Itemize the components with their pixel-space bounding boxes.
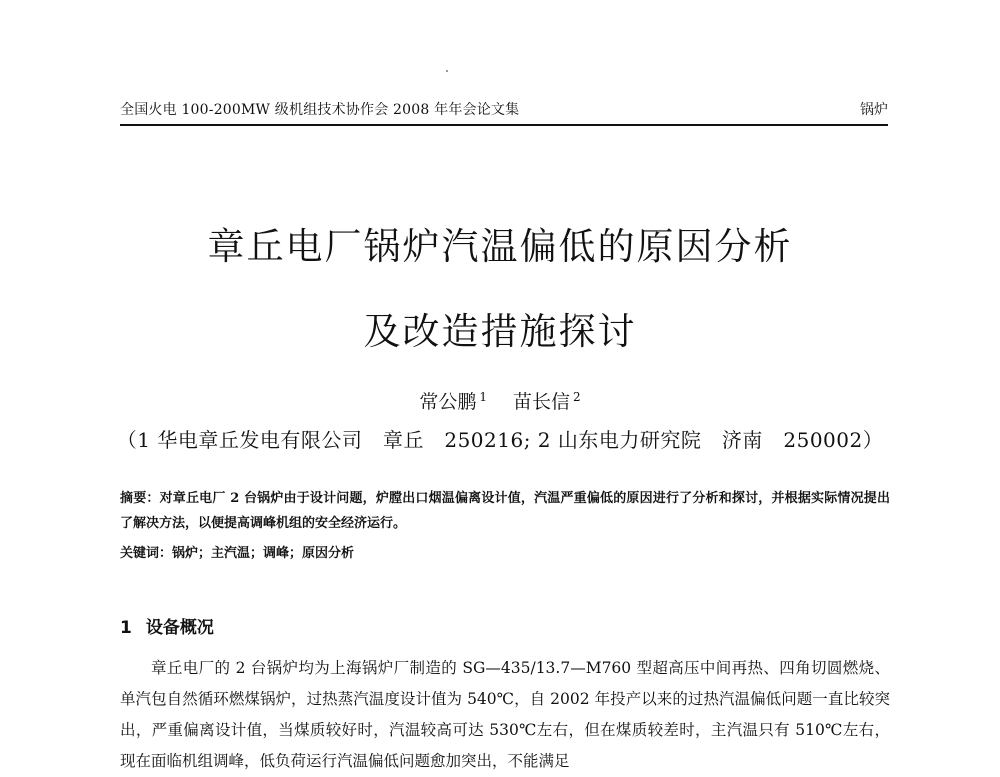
section-number: 1 [120, 618, 132, 638]
author-name: 常公鹏 [419, 391, 477, 413]
header-journal: 全国火电 100-200MW 级机组技术协作会 2008 年年会论文集 [120, 102, 520, 118]
speck [446, 70, 448, 72]
running-header [120, 100, 888, 126]
section-title: 设备概况 [145, 618, 214, 638]
paper-title-line-2: 及改造措施探讨 [363, 310, 637, 353]
keywords-label: 关键词： [120, 546, 173, 561]
author-affil-mark: 1 [479, 389, 487, 404]
author-name: 苗长信 [513, 391, 571, 413]
abstract-text: 对章丘电厂 2 台锅炉由于设计问题，炉膛出口烟温偏离设计值，汽温严重偏低的原因进行了分析和探讨，并根据实际情况提出了解决方法，以便提高调峰机组的安全经济运行。 [120, 491, 890, 531]
header-section: 锅炉 [860, 102, 888, 118]
body-paragraph: 章丘电厂的 2 台锅炉均为上海锅炉厂制造的 SG—435/13.7—M760 型超高压中间再热、四角切圆燃烧、单汽包自然循环燃煤锅炉，过热蒸汽温度设计值为 540℃，自 2002 年投产以来的过热汽温偏低问题一直比较突出，严重偏离设计值，当煤质较好时，汽温较高可达 530℃左右，但在煤质较差时，主汽温只有 510℃左右，现在面临机组调峰，低负荷运行汽温偏低问题愈加突出，不能满足 [120, 659, 890, 770]
keywords [120, 542, 354, 561]
keywords-text: 锅炉；主汽温；调峰；原因分析 [172, 546, 355, 561]
abstract-label: 摘要： [120, 491, 160, 506]
paper-title-line-1: 章丘电厂锅炉汽温偏低的原因分析 [207, 225, 793, 268]
section-heading [120, 613, 214, 638]
author-affil-mark: 2 [573, 389, 581, 404]
abstract [120, 486, 890, 536]
affiliations: （1 华电章丘发电有限公司 章丘 250216; 2 山东电力研究院 济南 250002） [116, 428, 884, 452]
authors [0, 387, 1000, 414]
